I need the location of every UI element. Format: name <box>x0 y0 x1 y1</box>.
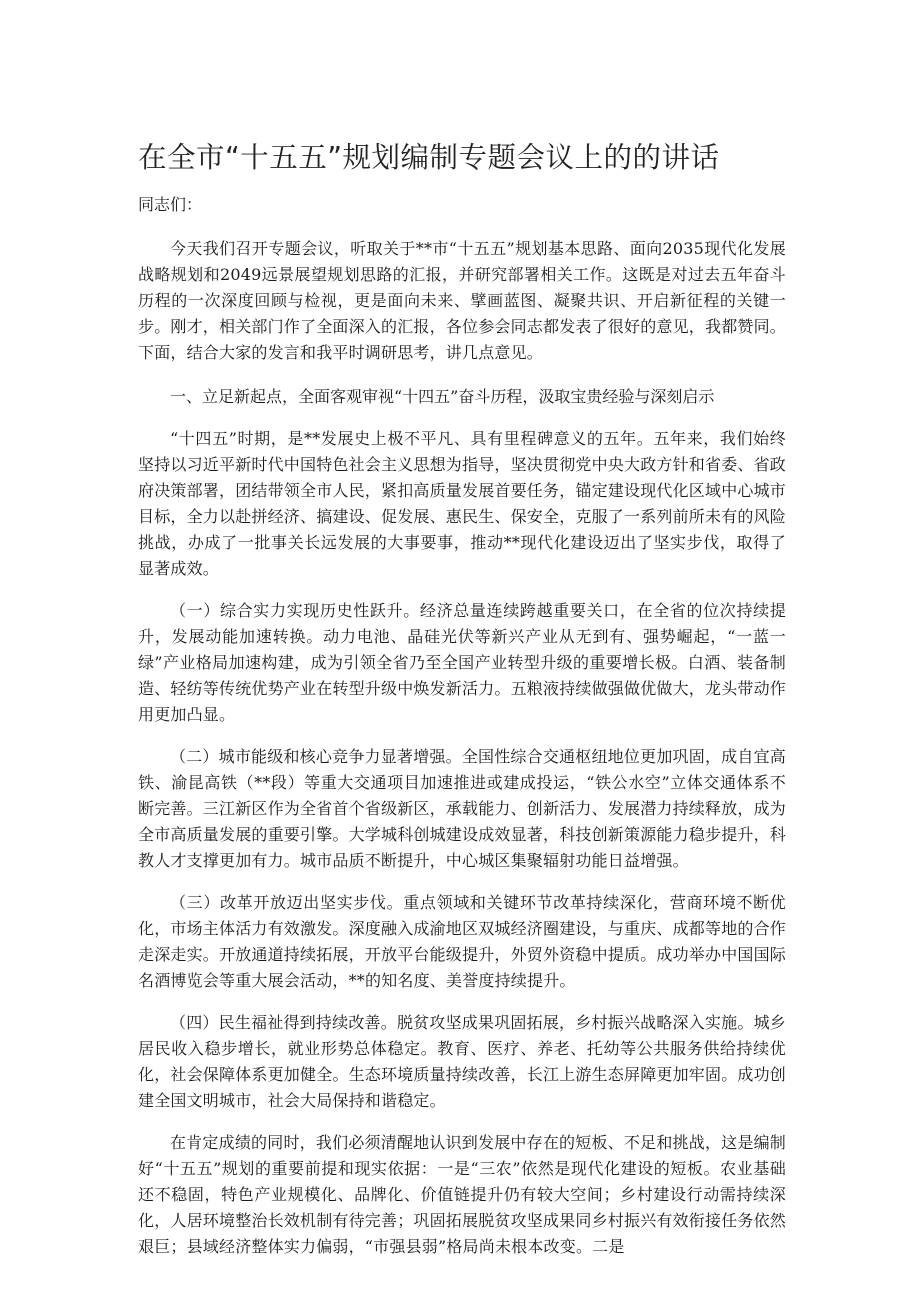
paragraph-point-1: （一）综合实力实现历史性跃升。经济总量连续跨越重要关口，在全省的位次持续提升，发展动能加速转换。动力电池、晶硅光伏等新兴产业从无到有、强势崛起，“一蓝一绿”产业格局加速构建，成为引领全省乃至全国产业转型升级的重要增长极。白酒、装备制造、轻纺等传统优势产业在转型升级中焕发新活力。五粮液持续做强做优做大，龙头带动作用更加凸显。 <box>138 601 787 724</box>
paragraph-point-3: （三）改革开放迈出坚实步伐。重点领域和关键环节改革持续深化，营商环境不断优化，市场主体活力有效激发。深度融入成渝地区双城经济圈建设，与重庆、成都等地的合作走深走实。开放通道持续拓展，开放平台能级提升，外贸外资稳中提质。成功举办中国国际名酒博览会等重大展会活动，**的知名度、美誉度持续提升。 <box>138 893 787 990</box>
paragraph-point-4: （四）民生福祉得到持续改善。脱贫攻坚成果巩固拓展，乡村振兴战略深入实施。城乡居民收入稳步增长，就业形势总体稳定。教育、医疗、养老、托幼等公共服务供给持续优化，社会保障体系更加健全。生态环境质量持续改善，长江上游生态屏障更加牢固。成功创建全国文明城市，社会大局保持和谐稳定。 <box>138 1013 787 1110</box>
paragraph-intro: 今天我们召开专题会议，听取关于**市“十五五”规划基本思路、面向2035现代化发展战略规划和2049远景展望规划思路的汇报，并研究部署相关工作。这既是对过去五年奋斗历程的一次深度回顾与检视，更是面向未来、擘画蓝图、凝聚共识、开启新征程的关键一步。刚才，相关部门作了全面深入的汇报，各位参会同志都发表了很好的意见，我都赞同。下面，结合大家的发言和我平时调研思考，讲几点意见。 <box>138 239 787 362</box>
paragraph-point-2: （二）城市能级和核心竞争力显著增强。全国性综合交通枢纽地位更加巩固，成自宜高铁、渝昆高铁（**段）等重大交通项目加速推进或建成投运，“铁公水空”立体交通体系不断完善。三江新区作为全省首个省级新区，承载能力、创新活力、发展潜力持续释放，成为全市高质量发展的重要引擎。大学城科创城建设成效显著，科技创新策源能力稳步提升，科教人才支撑更加有力。城市品质不断提升，中心城区集聚辐射功能日益增强。 <box>138 747 787 870</box>
document-title: 在全市“十五五”规划编制专题会议上的的讲话 <box>138 141 720 174</box>
section-heading-1: 一、立足新起点，全面客观审视“十四五”奋斗历程，汲取宝贵经验与深刻启示 <box>170 387 715 406</box>
paragraph-shortcomings: 在肯定成绩的同时，我们必须清醒地认识到发展中存在的短板、不足和挑战，这是编制好“十五五”规划的重要前提和现实依据：一是“三农”依然是现代化建设的短板。农业基础还不稳固，特色产业规模化、品牌化、价值链提升仍有较大空间；乡村建设行动需持续深化，人居环境整治长效机制有待完善；巩固拓展脱贫攻坚成果同乡村振兴有效衔接任务依然艰巨；县域经济整体实力偏弱，“市强县弱”格局尚未根本改变。二是 <box>138 1133 787 1256</box>
salutation: 同志们： <box>138 195 203 214</box>
paragraph-14th-five-year: “十四五”时期，是**发展史上极不平凡、具有里程碑意义的五年。五年来，我们始终坚持以习近平新时代中国特色社会主义思想为指导，坚决贯彻党中央大政方针和省委、省政府决策部署，团结带领全市人民，紧扣高质量发展首要任务，锚定建设现代化区域中心城市目标，全力以赴拼经济、搞建设、促发展、惠民生、保安全，克服了一系列前所未有的风险挑战，办成了一批事关长远发展的大事要事，推动**现代化建设迈出了坚实步伐，取得了显著成效。 <box>138 429 787 578</box>
document-page <box>138 138 786 1260</box>
